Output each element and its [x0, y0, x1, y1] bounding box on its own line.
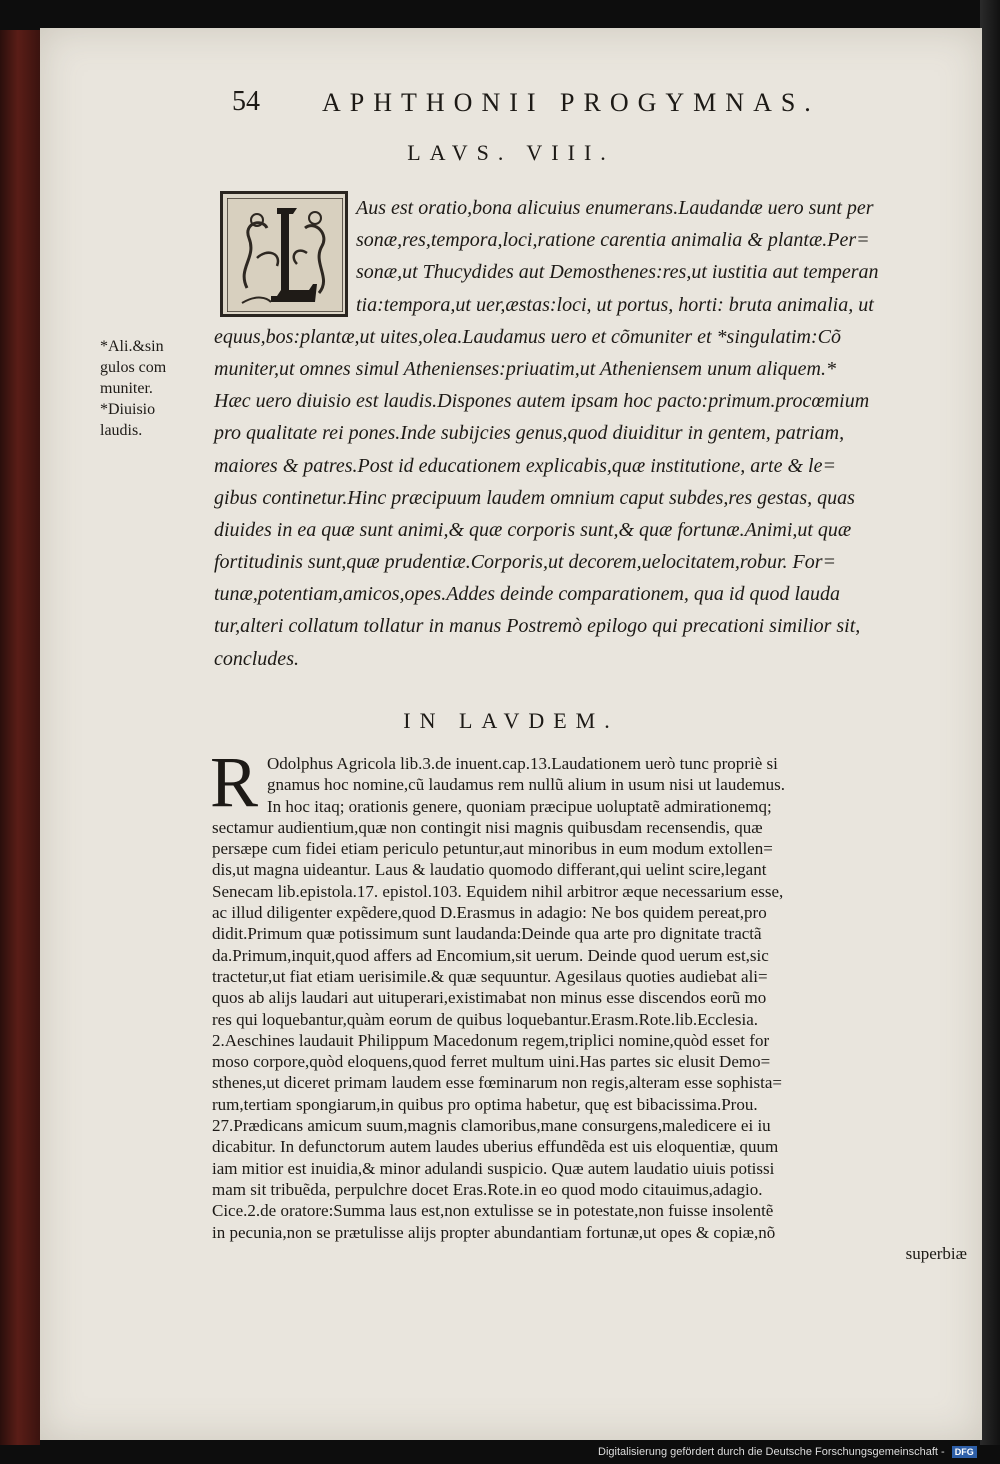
text-line: In hoc itaq; orationis genere, quoniam præcipue uoluptatẽ admirationemq;: [267, 796, 772, 816]
text-line: ac illud diligenter expẽdere,quod D.Erasmus in adagio: Ne bos quidem pereat,pro: [212, 903, 767, 923]
margin-note-line: laudis.: [100, 422, 143, 439]
text-line: sonæ,ut Thucydides aut Demosthenes:res,ut iustitia aut temperan: [356, 261, 879, 284]
right-page-edge: [980, 0, 1000, 1445]
text-line: 2.Aeschines laudauit Philippum Macedonum regem,triplici nomine,quòd esset for: [212, 1030, 770, 1050]
text-line: gnamus hoc nomine,cũ laudamus rem nullũ alium in usum nisi ut laudemus.: [267, 775, 785, 795]
catchword: superbiæ: [905, 1243, 967, 1263]
margin-note-line: gulos com: [100, 359, 167, 376]
section-title-laus: LAVS. VIII.: [407, 140, 615, 165]
text-line: didit.Primum quæ potissimum sunt laudanda:Deinde qua arte pro dignitate tractã: [212, 924, 762, 944]
laus-definition-text: [214, 192, 976, 675]
page-number: 54: [232, 86, 260, 117]
text-line: da.Primum,inquit,quod affers ad Encomium,sit uerum. Deinde quod uerum est,sic: [212, 945, 769, 965]
text-line: persæpe cum fidei etiam periculo petuntur,aut minoribus in eum modum extollen=: [212, 839, 773, 859]
text-line: iam mitior est inuidia,& minor adulandi suspicio. Quæ autem laudatio uiuis potissi: [212, 1158, 775, 1178]
text-line: res qui loquebantur,quàm eorum de quibus loquebantur.Erasm.Rote.lib.Ecclesia.: [212, 1009, 759, 1029]
text-line: equus,bos:plantæ,ut uites,olea.Laudamus uero et cõmuniter et *singulatim:Cõ: [214, 325, 842, 348]
text-line: Senecam lib.epistola.17. epistol.103. Equidem nihil arbitror æque necessarium esse,: [212, 881, 784, 901]
text-line: sthenes,ut diceret primam laudem esse fœminarum non regis,alteram esse sophista=: [212, 1073, 782, 1093]
text-line: sonæ,res,tempora,loci,ratione carentia animalia & plantæ.Per=: [356, 229, 870, 252]
commentary-text: [212, 753, 977, 1264]
dfg-logo-icon: DFG: [952, 1446, 977, 1458]
text-line: tia:tempora,ut uer,æstas:loci, ut portus, horti: bruta animalia, ut: [356, 293, 874, 316]
text-line: 27.Prædicans amicum suum,magnis clamoribus,mane consurgens,maledicere ei iu: [212, 1116, 771, 1136]
text-line: tur,alteri collatum tollatur in manus Postremò epilogo qui precationi similior sit,: [214, 615, 861, 638]
marginal-note: [100, 336, 220, 441]
text-line: quos ab alijs laudari aut uituperari,existimabat non minus esse discendos eorũ mo: [212, 988, 767, 1008]
text-line: Cice.2.de oratore:Summa laus est,non extulisse se in potestate,non fuisse insolentẽ: [212, 1201, 774, 1221]
text-line: maiores & patres.Post id educationem explicabis,quæ institutione, arte & le=: [214, 454, 836, 477]
text-line: fortitudinis sunt,quæ prudentiæ.Corporis,ut decorem,uelocitatem,robur. For=: [214, 551, 837, 574]
text-line: in pecunia,non se prætulisse alijs propter abundantiam fortunæ,ut opes & copiæ,nõ: [212, 1222, 776, 1242]
book-page: [40, 28, 982, 1440]
margin-note-line: *Ali.&sin: [100, 338, 164, 355]
text-line: tractetur,ut fiat etiam uerisimile.& quæ sequuntur. Agesilaus quoties audiebat ali=: [212, 966, 768, 986]
text-line: Odolphus Agricola lib.3.de inuent.cap.13.Laudationem uerò tunc propriè si: [267, 754, 778, 773]
digitization-footer: [598, 1446, 977, 1458]
section-title-in-laudem: IN LAVDEM.: [403, 708, 619, 733]
running-title: APHTHONII PROGYMNAS.: [322, 88, 820, 117]
text-line: pro qualitate rei pones.Inde subijcies genus,quod diuiditur in gentem, patriam,: [214, 422, 845, 445]
footer-credit: Digitalisierung gefördert durch die Deutsche Forschungsgemeinschaft -: [598, 1446, 945, 1458]
text-line: diuides in ea quæ sunt animi,& quæ corporis sunt,& quæ fortunæ.Animi,ut quæ: [214, 518, 852, 541]
margin-note-line: muniter.: [100, 380, 153, 397]
text-line: moso corpore,quòd eloquens,quod ferret multum uini.Has partes sic elusit Demo=: [212, 1052, 771, 1072]
text-line: tunæ,potentiam,amicos,opes.Addes deinde comparationem, qua id quod lauda: [214, 583, 841, 606]
text-line: concludes.: [214, 647, 299, 670]
text-line: muniter,ut omnes simul Athenienses:priuatim,ut Atheniensem unum aliquem.*: [214, 357, 836, 380]
text-line: dis,ut magna uideantur. Laus & laudatio quomodo differant,qui uelint scire,legant: [212, 860, 767, 880]
text-line: gibus continetur.Hinc præcipuum laudem omnium caput subdes,res gestas, quas: [214, 486, 855, 509]
text-line: sectamur audientium,quæ non contingit nisi magnis quibusdam recensendis, quæ: [212, 817, 763, 837]
running-header: [232, 86, 922, 126]
text-line: mam sit tribuẽda, perpulchre docet Eras.Rote.in eo quod modo citauimus,adagio.: [212, 1179, 763, 1199]
book-spine-edge: [0, 30, 40, 1445]
margin-note-line: *Diuisio: [100, 401, 156, 418]
drop-cap-r: R: [210, 742, 259, 822]
text-line: dicabitur. In defunctorum autem laudes uberius effundẽda est uis eloquentiæ, quum: [212, 1137, 779, 1157]
text-line: Aus est oratio,bona alicuius enumerans.Laudandæ uero sunt per: [356, 197, 874, 219]
text-line: rum,tertiam spongiarum,in quibus pro optima habetur, quę est bibacissima.Prou.: [212, 1094, 758, 1114]
text-line: Hæc uero diuisio est laudis.Dispones autem ipsam hoc pacto:primum.procœmium: [214, 390, 870, 413]
